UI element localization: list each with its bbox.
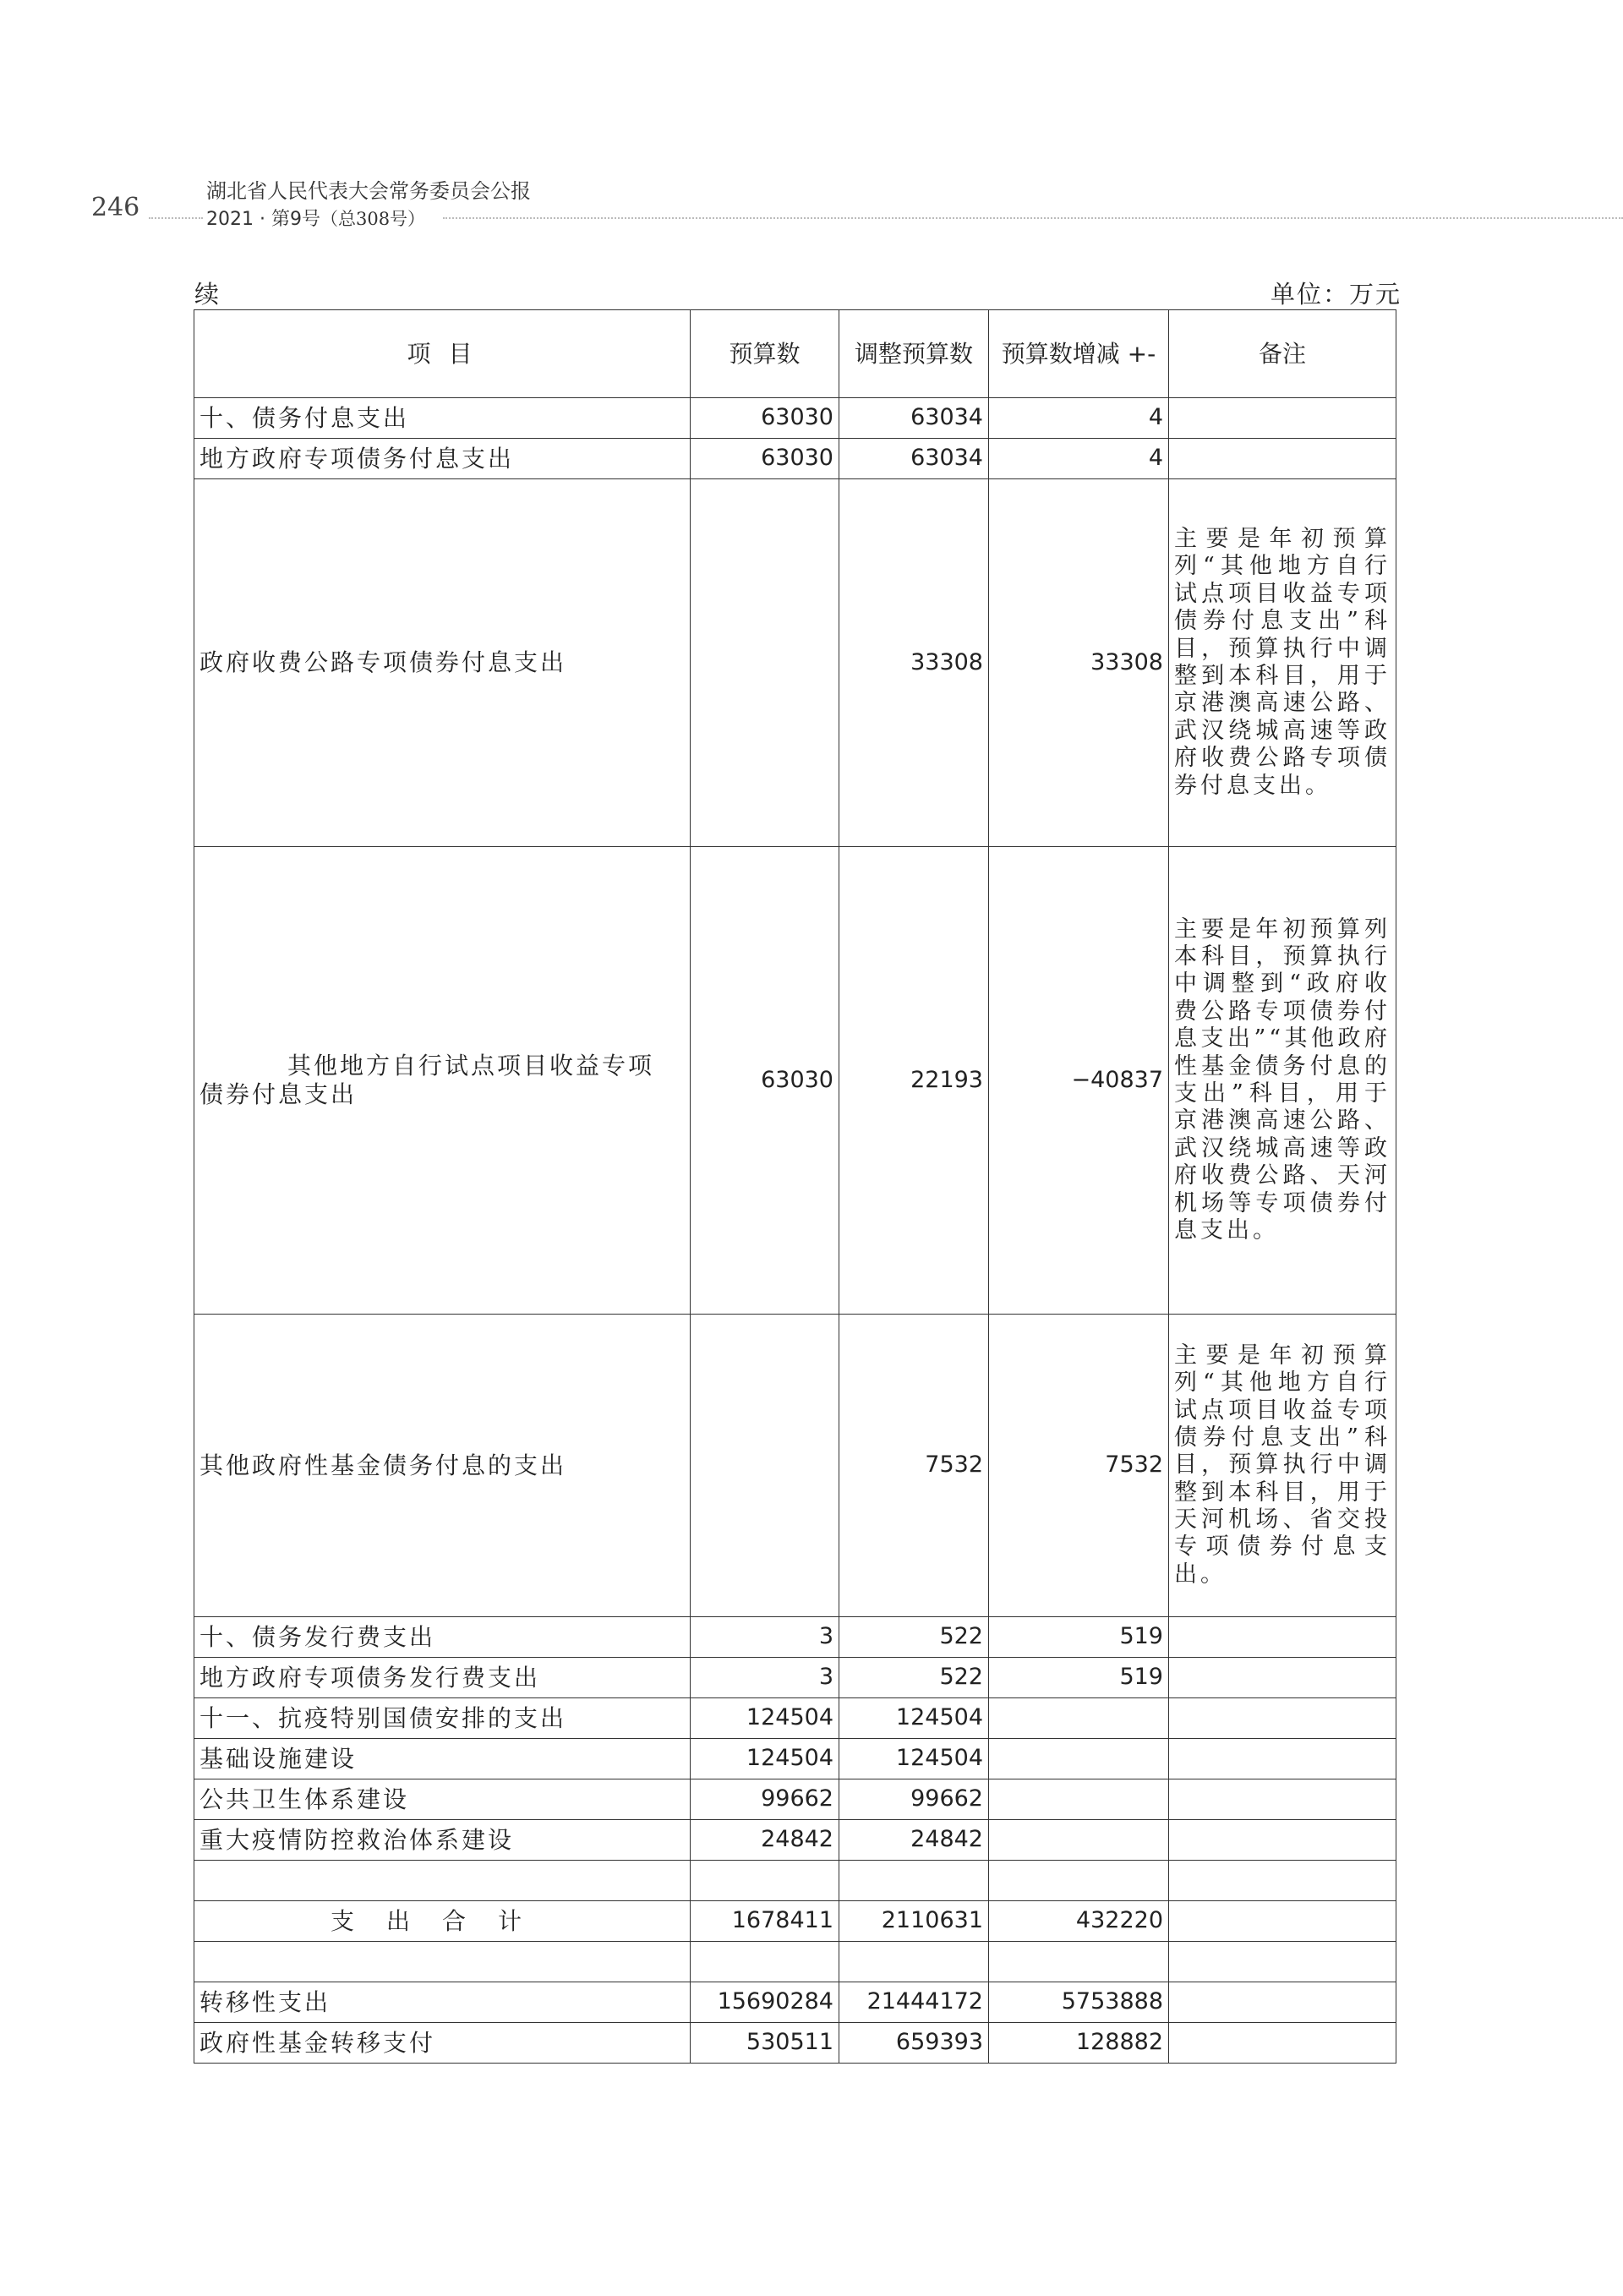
row-budget: 24842 <box>691 1820 839 1861</box>
row-change: 33308 <box>989 479 1169 847</box>
header-divider <box>149 217 203 219</box>
row-note <box>1169 1861 1396 1901</box>
issue-total: （总308号） <box>320 209 426 229</box>
row-budget <box>691 1942 839 1982</box>
row-item: 地方政府专项债务发行费支出 <box>194 1658 691 1698</box>
row-adjusted <box>839 1861 989 1901</box>
row-budget: 124504 <box>691 1739 839 1779</box>
row-item <box>194 1861 691 1901</box>
issue-number: 2021 · 第9号 <box>206 209 320 230</box>
row-adjusted: 24842 <box>839 1820 989 1861</box>
row-adjusted: 522 <box>839 1658 989 1698</box>
row-change <box>989 1942 1169 1982</box>
row-budget: 63030 <box>691 398 839 439</box>
row-budget <box>691 479 839 847</box>
col-header-note: 备注 <box>1169 310 1396 398</box>
row-change <box>989 1861 1169 1901</box>
row-item: 政府性基金转移支付 <box>194 2023 691 2064</box>
row-change: 4 <box>989 398 1169 439</box>
row-adjusted: 659393 <box>839 2023 989 2064</box>
row-item: 十、债务付息支出 <box>194 398 691 439</box>
row-budget <box>691 1861 839 1901</box>
row-note <box>1169 439 1396 479</box>
row-change <box>989 1779 1169 1820</box>
table-row <box>194 847 1396 1315</box>
row-budget: 3 <box>691 1658 839 1698</box>
row-item: 公共卫生体系建设 <box>194 1779 691 1820</box>
budget-table <box>194 309 1396 2064</box>
publication-name: 湖北省人民代表大会常务委员会公报 <box>206 179 531 203</box>
table-row-total <box>194 1901 1396 1942</box>
row-note <box>1169 1779 1396 1820</box>
row-item: 重大疫情防控救治体系建设 <box>194 1820 691 1861</box>
row-note <box>1169 1658 1396 1698</box>
row-item <box>194 1942 691 1982</box>
row-note: 主要是年初预算列“其他地方自行试点项目收益专项债券付息支出”科目，预算执行中调整到本科目，用于天河机场、省交投专项债券付息支出。 <box>1169 1315 1396 1617</box>
row-note <box>1169 1942 1396 1982</box>
row-budget: 124504 <box>691 1698 839 1739</box>
row-adjusted: 7532 <box>839 1315 989 1617</box>
row-note <box>1169 2023 1396 2064</box>
row-budget <box>691 1315 839 1617</box>
row-change: 4 <box>989 439 1169 479</box>
row-item-line1: 其他地方自行试点项目收益专项 <box>287 1052 655 1080</box>
row-item: 基础设施建设 <box>194 1739 691 1779</box>
row-note <box>1169 1739 1396 1779</box>
table-row <box>194 1779 1396 1820</box>
row-change: 432220 <box>989 1901 1169 1942</box>
row-budget: 63030 <box>691 439 839 479</box>
row-adjusted: 2110631 <box>839 1901 989 1942</box>
row-budget: 15690284 <box>691 1982 839 2023</box>
table-row <box>194 1698 1396 1739</box>
row-adjusted: 99662 <box>839 1779 989 1820</box>
table-row <box>194 1739 1396 1779</box>
row-item: 地方政府专项债务付息支出 <box>194 439 691 479</box>
issue-line <box>206 205 425 231</box>
row-adjusted: 522 <box>839 1617 989 1658</box>
table-header-row <box>194 310 1396 398</box>
unit-label: 单位：万元 <box>1270 280 1402 309</box>
row-item: 转移性支出 <box>194 1982 691 2023</box>
table-row <box>194 1617 1396 1658</box>
row-item: 十一、抗疫特别国债安排的支出 <box>194 1698 691 1739</box>
row-adjusted <box>839 1942 989 1982</box>
row-budget: 3 <box>691 1617 839 1658</box>
row-note: 主要是年初预算列本科目，预算执行中调整到“政府收费公路专项债券付息支出”“其他政府性基金债务付息的支出”科目，用于京港澳高速公路、武汉绕城高速等政府收费公路、天河机场等专项债券付息支出。 <box>1169 847 1396 1315</box>
row-budget: 63030 <box>691 847 839 1315</box>
table-row <box>194 1315 1396 1617</box>
row-change: 128882 <box>989 2023 1169 2064</box>
row-note <box>1169 1901 1396 1942</box>
table-row <box>194 2023 1396 2064</box>
row-note <box>1169 1820 1396 1861</box>
row-change: −40837 <box>989 847 1169 1315</box>
row-adjusted: 22193 <box>839 847 989 1315</box>
row-item: 十、债务发行费支出 <box>194 1617 691 1658</box>
row-adjusted: 63034 <box>839 439 989 479</box>
col-header-change: 预算数增减 +- <box>989 310 1169 398</box>
table-row-empty <box>194 1861 1396 1901</box>
row-note <box>1169 1698 1396 1739</box>
table-row <box>194 479 1396 847</box>
row-change: 5753888 <box>989 1982 1169 2023</box>
row-item: 其他政府性基金债务付息的支出 <box>194 1315 691 1617</box>
row-adjusted: 33308 <box>839 479 989 847</box>
row-note <box>1169 398 1396 439</box>
table-row-empty <box>194 1942 1396 1982</box>
row-budget: 530511 <box>691 2023 839 2064</box>
continued-label: 续 <box>194 280 220 309</box>
row-item <box>194 847 691 1315</box>
row-budget: 99662 <box>691 1779 839 1820</box>
row-item-line2: 债券付息支出 <box>199 1080 358 1108</box>
col-header-budget: 预算数 <box>691 310 839 398</box>
col-header-adjusted: 调整预算数 <box>839 310 989 398</box>
row-adjusted: 124504 <box>839 1739 989 1779</box>
header-divider-right <box>443 217 1623 219</box>
row-adjusted: 124504 <box>839 1698 989 1739</box>
row-item: 政府收费公路专项债券付息支出 <box>194 479 691 847</box>
row-adjusted: 21444172 <box>839 1982 989 2023</box>
row-item: 支出合计 <box>194 1901 691 1942</box>
row-change: 519 <box>989 1617 1169 1658</box>
row-budget: 1678411 <box>691 1901 839 1942</box>
row-change <box>989 1739 1169 1779</box>
table-row <box>194 439 1396 479</box>
row-change: 7532 <box>989 1315 1169 1617</box>
table-row <box>194 1820 1396 1861</box>
row-change <box>989 1820 1169 1861</box>
page-number: 246 <box>91 193 140 222</box>
row-adjusted: 63034 <box>839 398 989 439</box>
row-change: 519 <box>989 1658 1169 1698</box>
row-note <box>1169 1982 1396 2023</box>
table-row <box>194 1658 1396 1698</box>
col-header-item: 项 目 <box>194 310 691 398</box>
row-change <box>989 1698 1169 1739</box>
table-row <box>194 398 1396 439</box>
row-note <box>1169 1617 1396 1658</box>
row-note: 主要是年初预算列“其他地方自行试点项目收益专项债券付息支出”科目，预算执行中调整到本科目，用于京港澳高速公路、武汉绕城高速等政府收费公路专项债券付息支出。 <box>1169 479 1396 847</box>
table-row <box>194 1982 1396 2023</box>
